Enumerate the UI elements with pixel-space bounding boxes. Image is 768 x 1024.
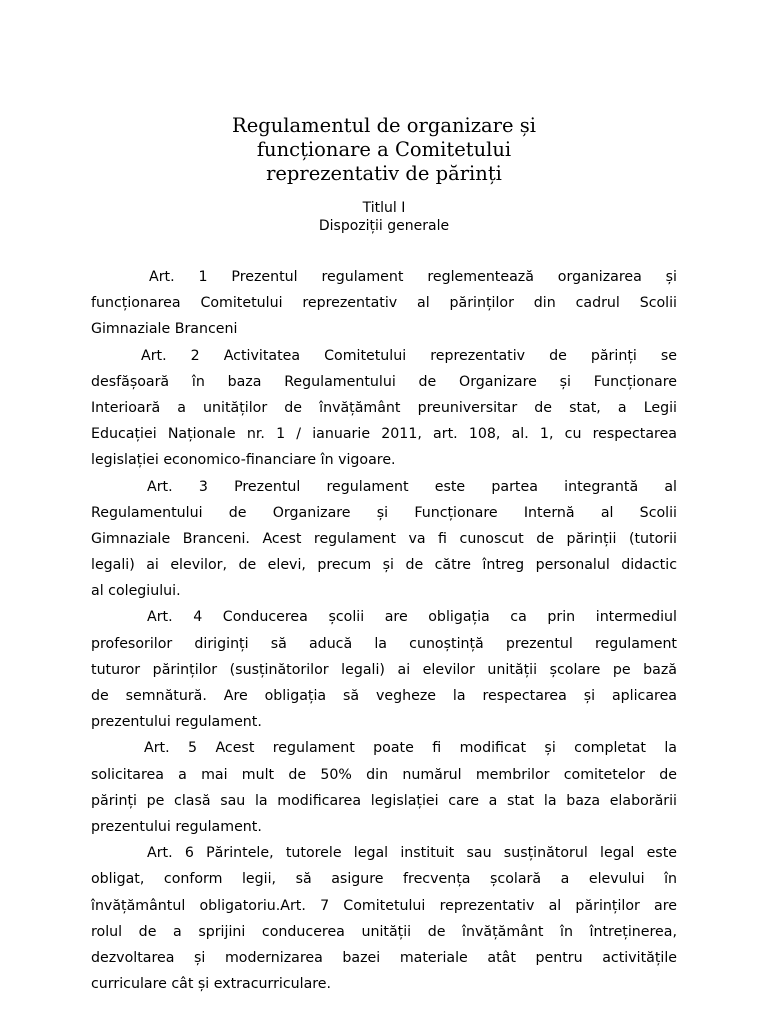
document-body xyxy=(91,264,677,997)
body-line: Art. 6 Părintele, tutorele legal instituit sau susținătorul legal este xyxy=(147,845,677,862)
document-title xyxy=(0,114,768,186)
body-line: Art. 5 Acest regulament poate fi modificat și completat la xyxy=(144,740,677,757)
title-line: funcționare a Comitetului xyxy=(256,138,512,161)
body-line: de semnătură. Are obligația să vegheze la respectarea și aplicarea xyxy=(91,688,677,704)
section-subtitle: Dispoziții generale xyxy=(318,218,450,234)
body-line: Interioară a unităților de învățământ preuniversitar de stat, a Legii xyxy=(91,399,677,416)
body-line: prezentului regulament. xyxy=(91,714,262,731)
body-line: al colegiului. xyxy=(91,583,181,600)
body-line: Art. 1 Prezentul regulament reglementează organizarea și xyxy=(149,269,677,285)
body-line: funcționarea Comitetului reprezentativ al părinților din cadrul Scolii xyxy=(91,295,677,312)
body-line: Gimnaziale Branceni xyxy=(91,321,238,338)
body-line: curriculare cât și extracurriculare. xyxy=(91,976,332,993)
body-line: solicitarea a mai mult de 50% din numărul membrilor comitetelor de xyxy=(91,766,677,783)
section-title: Titlul I xyxy=(362,200,406,216)
body-line: Educației Naționale nr. 1 / ianuarie 2011, art. 108, al. 1, cu respectarea xyxy=(91,426,677,443)
body-line: prezentului regulament. xyxy=(91,818,262,835)
title-line: Regulamentul de organizare și xyxy=(232,114,536,137)
body-line: Regulamentului de Organizare și Funcționare Internă al Scolii xyxy=(91,504,677,521)
body-line: învățământul obligatoriu.Art. 7 Comitetului reprezentativ al părinților are xyxy=(91,897,677,914)
body-line: dezvoltarea și modernizarea bazei materiale atât pentru activitățile xyxy=(91,949,677,966)
body-line: profesorilor diriginți să aducă la cunoștință prezentul regulament xyxy=(91,635,677,652)
body-line: legislației economico-financiare în vigoare. xyxy=(91,452,396,469)
body-line: legali) ai elevilor, de elevi, precum și de către întreg personalul didactic xyxy=(91,557,677,574)
body-line: Art. 3 Prezentul regulament este partea integrantă al xyxy=(147,478,677,495)
title-line: reprezentativ de părinți xyxy=(266,162,502,185)
body-line: rolul de a sprijini conducerea unității de învățământ în întreținerea, xyxy=(91,923,677,940)
body-line: părinți pe clasă sau la modificarea legislației care a stat la baza elaborării xyxy=(91,792,677,809)
section-heading xyxy=(0,199,768,235)
body-line: tuturor părinților (susținătorilor legali) ai elevilor unității școlare pe bază xyxy=(91,661,677,678)
body-line: Art. 4 Conducerea școlii are obligația ca prin intermediul xyxy=(147,609,677,626)
body-line: obligat, conform legii, să asigure frecvența școlară a elevului în xyxy=(91,871,677,888)
body-line: desfășoară în baza Regulamentului de Organizare și Funcționare xyxy=(91,373,677,390)
body-line: Gimnaziale Branceni. Acest regulament va fi cunoscut de părinții (tutorii xyxy=(91,530,677,547)
body-line: Art. 2 Activitatea Comitetului reprezentativ de părinți se xyxy=(141,347,677,364)
